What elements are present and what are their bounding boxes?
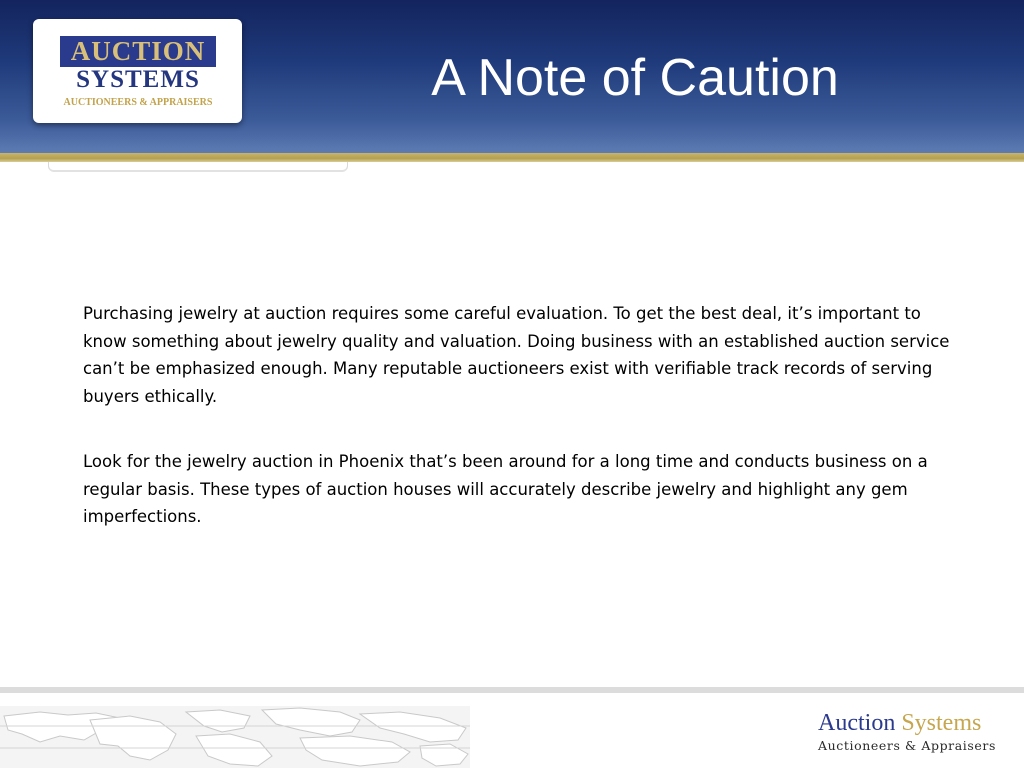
footer-tagline: Auctioneers & Appraisers bbox=[818, 738, 996, 753]
footer-brand-auction: Auction bbox=[818, 710, 896, 736]
slide-body bbox=[83, 300, 963, 569]
slide-title: A Note of Caution bbox=[431, 49, 839, 107]
header-gold-rule bbox=[0, 153, 1024, 162]
logo-auction-text: AUCTION bbox=[60, 36, 216, 67]
footer-brand-logo bbox=[818, 710, 1018, 736]
footer-rule bbox=[0, 687, 1024, 693]
logo-tagline: AUCTIONEERS & APPRAISERS bbox=[63, 97, 213, 108]
body-paragraph-2: Look for the jewelry auction in Phoenix that’s been around for a long time and conducts business on a regular basis. These types of auction houses will accurately describe jewelry and highlight any gem imperfections. bbox=[83, 452, 928, 526]
world-map-graphic bbox=[0, 706, 470, 768]
body-paragraph-1: Purchasing jewelry at auction requires some careful evaluation. To get the best deal, it’s important to know something about jewelry quality and valuation. Doing business with an established auction service can’t be emphasized enough. Many reputable auctioneers exist with verifiable track records of serving buyers ethically. bbox=[83, 304, 950, 406]
company-logo bbox=[33, 19, 242, 123]
logo-systems-text: SYSTEMS bbox=[76, 66, 200, 93]
header-rule-shadow bbox=[48, 162, 348, 172]
footer-brand-systems: Systems bbox=[901, 710, 982, 736]
